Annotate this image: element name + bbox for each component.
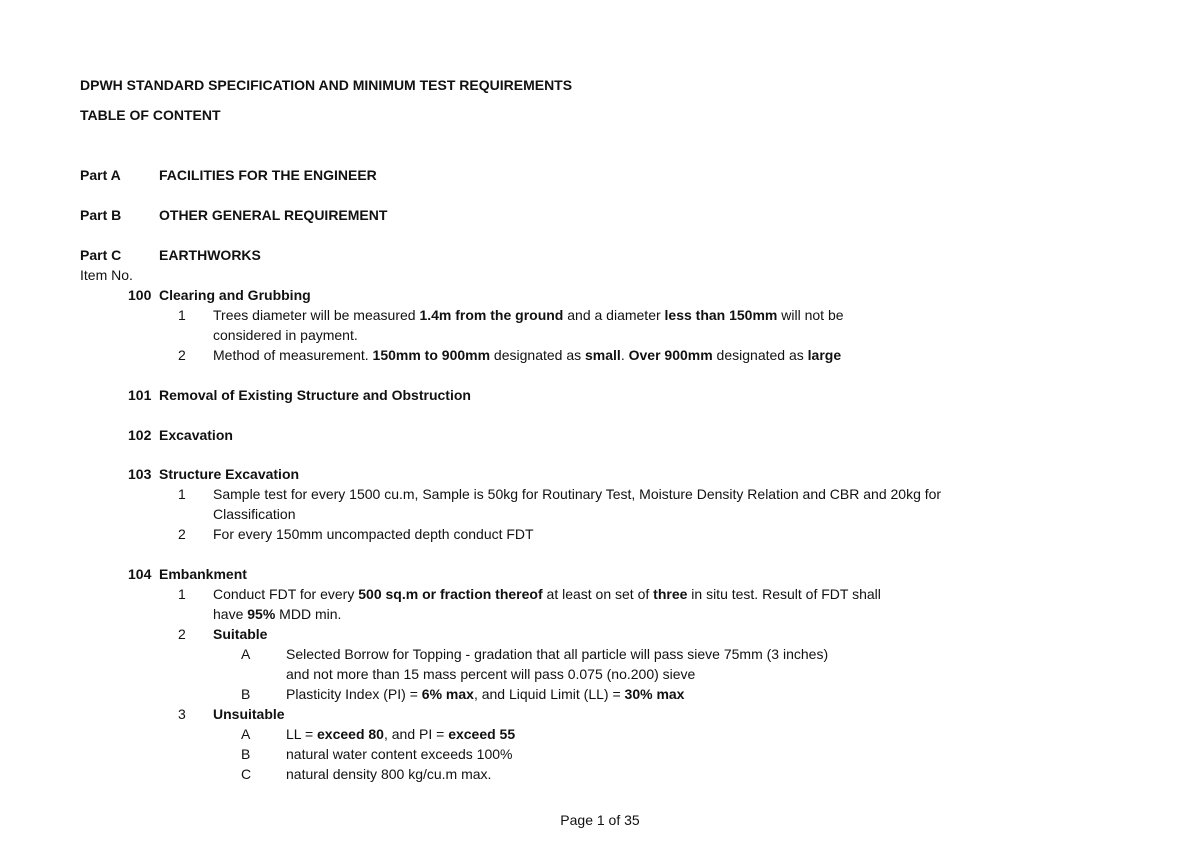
item-104-sub-2-title: Suitable	[213, 626, 268, 642]
item-104-sub-3-c-text: natural density 800 kg/cu.m max.	[286, 766, 492, 782]
item-101-number: 101	[128, 387, 152, 403]
item-100-sub-1-text: Trees diameter will be measured 1.4m from the ground and a diameter less than 150mm will not be	[213, 307, 844, 323]
item-103-sub-1-number: 1	[178, 486, 186, 502]
item-104-sub-3-title: Unsuitable	[213, 706, 285, 722]
item-101-title: Removal of Existing Structure and Obstruction	[159, 387, 471, 403]
item-104-sub-2-b-letter: B	[241, 686, 251, 702]
item-100-sub-2-number: 2	[178, 347, 186, 363]
part-c-name: EARTHWORKS	[159, 247, 261, 263]
item-104-sub-2-a-text: Selected Borrow for Topping - gradation that all particle will pass sieve 75mm (3 inches)	[286, 646, 829, 662]
item-104-sub-3-a-letter: A	[241, 726, 251, 742]
item-104-sub-2-b-text: Plasticity Index (PI) = 6% max, and Liquid Limit (LL) = 30% max	[286, 686, 685, 702]
item-104-sub-1-continuation: have 95% MDD min.	[213, 606, 342, 622]
item-100-sub-2-text: Method of measurement. 150mm to 900mm designated as small. Over 900mm designated as large	[213, 347, 842, 363]
item-no-label: Item No.	[80, 267, 133, 283]
part-b-name: OTHER GENERAL REQUIREMENT	[159, 207, 388, 223]
part-b-label: Part B	[80, 207, 122, 223]
item-104-sub-3-number: 3	[178, 706, 186, 722]
item-100-title: Clearing and Grubbing	[159, 287, 311, 303]
item-103-sub-1-text: Sample test for every 1500 cu.m, Sample is 50kg for Routinary Test, Moisture Density Relation and CBR and 20kg for	[213, 486, 942, 502]
item-104-sub-1-text: Conduct FDT for every 500 sq.m or fraction thereof at least on set of three in situ test. Result of FDT shall	[213, 586, 881, 602]
document-title: DPWH STANDARD SPECIFICATION AND MINIMUM TEST REQUIREMENTS	[80, 77, 573, 93]
item-103-number: 103	[128, 466, 152, 482]
page-number: Page 1 of 35	[560, 812, 640, 828]
part-c-label: Part C	[80, 247, 122, 263]
item-104-sub-2-number: 2	[178, 626, 186, 642]
item-100-sub-1-continuation: considered in payment.	[213, 327, 358, 343]
item-104-number: 104	[128, 566, 152, 582]
item-103-title: Structure Excavation	[159, 466, 300, 482]
toc-heading: TABLE OF CONTENT	[80, 107, 221, 123]
item-104-sub-3-b-letter: B	[241, 746, 251, 762]
item-102-number: 102	[128, 427, 152, 443]
item-100-sub-1-number: 1	[178, 307, 186, 323]
item-104-sub-2-a-letter: A	[241, 646, 251, 662]
item-103-sub-2-number: 2	[178, 526, 186, 542]
item-100-number: 100	[128, 287, 152, 303]
part-a-name: FACILITIES FOR THE ENGINEER	[159, 167, 377, 183]
item-104-sub-2-a-continuation: and not more than 15 mass percent will pass 0.075 (no.200) sieve	[286, 666, 696, 682]
part-a-label: Part A	[80, 167, 121, 183]
item-103-sub-1-continuation: Classification	[213, 506, 296, 522]
item-104-sub-3-a-text: LL = exceed 80, and PI = exceed 55	[286, 726, 516, 742]
item-102-title: Excavation	[159, 427, 233, 443]
item-104-title: Embankment	[159, 566, 247, 582]
item-104-sub-3-c-letter: C	[241, 766, 252, 782]
item-103-sub-2-text: For every 150mm uncompacted depth conduct FDT	[213, 526, 534, 542]
item-104-sub-1-number: 1	[178, 586, 186, 602]
item-104-sub-3-b-text: natural water content exceeds 100%	[286, 746, 513, 762]
